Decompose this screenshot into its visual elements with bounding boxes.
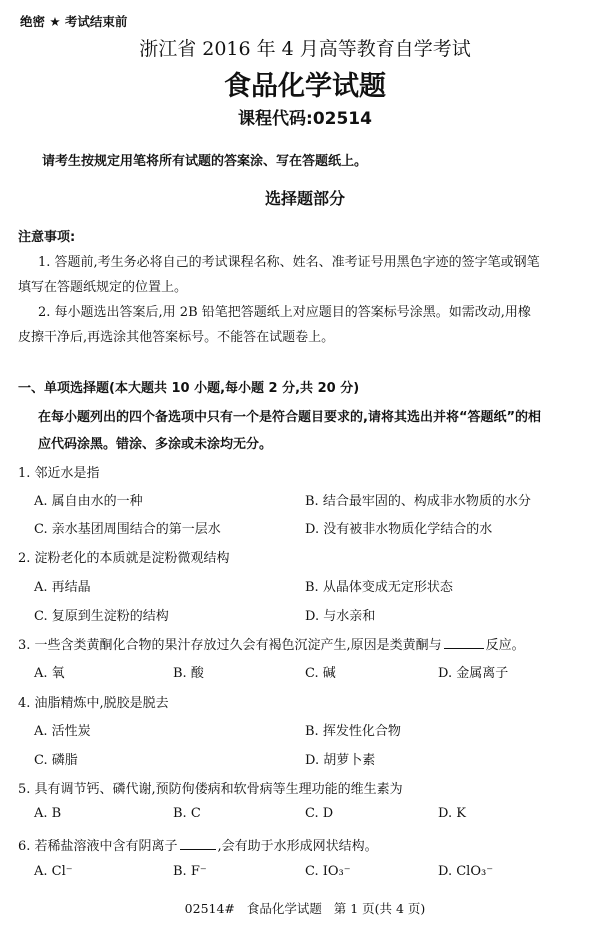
subject-title: 食品化学试题 <box>224 71 386 102</box>
option-b: B. 从晶体变成无定形状态 <box>305 580 453 595</box>
option-b: B. 挥发性化合物 <box>305 724 401 739</box>
option-d: D. 没有被非水物质化学结合的水 <box>305 522 493 537</box>
question-stem-part: 3. 一些含类黄酮化合物的果汁存放过久会有褐色沉淀产生,原因是类黄酮与 <box>18 638 442 653</box>
option-c: C. 复原到生淀粉的结构 <box>34 609 169 624</box>
question-stem-part: 6. 若稀盐溶液中含有阴离子 <box>18 839 178 854</box>
note-1-line-1: 1. 答题前,考生务必将自己的考试课程名称、姓名、准考证号用黑色字迹的签字笔或钢笔 <box>38 255 540 270</box>
question-stem <box>18 634 525 653</box>
question-stem: 4. 油脂精炼中,脱胶是脱去 <box>18 696 169 711</box>
option-a: A. B <box>34 806 62 821</box>
answer-blank <box>180 837 216 850</box>
option-c: C. 碱 <box>305 666 336 681</box>
option-a: A. 活性炭 <box>34 724 91 739</box>
part1-title: 一、单项选择题(本大题共 10 小题,每小题 2 分,共 20 分) <box>18 381 360 396</box>
question-stem <box>18 835 378 854</box>
main-instruction: 请考生按规定用笔将所有试题的答案涂、写在答题纸上。 <box>42 154 368 169</box>
part1-desc-line-1: 在每小题列出的四个备选项中只有一个是符合题目要求的,请将其选出并将“答题纸”的相 <box>38 410 542 425</box>
confidential-mark: 绝密 ★ 考试结束前 <box>20 14 128 29</box>
note-2-line-1: 2. 每小题选出答案后,用 2B 铅笔把答题纸上对应题目的答案标号涂黑。如需改动,用橡 <box>38 305 531 320</box>
option-c: C. D <box>305 806 334 821</box>
option-b: B. 酸 <box>173 666 204 681</box>
option-d: D. ClO₃⁻ <box>438 864 494 879</box>
option-b: B. 结合最牢固的、构成非水物质的水分 <box>305 494 531 509</box>
option-c: C. 亲水基团周围结合的第一层水 <box>34 522 221 537</box>
section-title: 选择题部分 <box>264 189 345 208</box>
part1-desc-line-2: 应代码涂黑。错涂、多涂或未涂均无分。 <box>38 437 273 452</box>
note-2-line-2: 皮擦干净后,再选涂其他答案标号。不能答在试题卷上。 <box>18 330 335 345</box>
option-b: B. C <box>173 806 201 821</box>
option-c: C. IO₃⁻ <box>305 864 351 879</box>
notes-title: 注意事项: <box>18 230 76 245</box>
question-stem: 5. 具有调节钙、磷代谢,预防佝偻病和软骨病等生理功能的维生素为 <box>18 782 403 797</box>
option-a: A. Cl⁻ <box>34 864 73 879</box>
question-stem: 1. 邻近水是指 <box>18 466 100 481</box>
option-d: D. 金属离子 <box>438 666 509 681</box>
question-stem: 2. 淀粉老化的本质就是淀粉微观结构 <box>18 551 230 566</box>
option-d: D. 与水亲和 <box>305 609 376 624</box>
option-a: A. 氧 <box>34 666 65 681</box>
exam-title: 浙江省 2016 年 4 月高等教育自学考试 <box>139 38 471 60</box>
option-d: D. 胡萝卜素 <box>305 753 376 768</box>
question-stem-part: ,会有助于水形成网状结构。 <box>217 839 378 854</box>
option-a: A. 再结晶 <box>34 580 91 595</box>
answer-blank <box>444 636 484 649</box>
option-a: A. 属自由水的一种 <box>34 494 143 509</box>
page-footer: 02514# 食品化学试题 第 1 页(共 4 页) <box>184 901 426 916</box>
option-d: D. K <box>438 806 466 821</box>
question-stem-part: 反应。 <box>485 638 525 653</box>
course-code: 课程代码:02514 <box>238 109 372 129</box>
option-c: C. 磷脂 <box>34 753 78 768</box>
note-1-line-2: 填写在答题纸规定的位置上。 <box>18 280 188 295</box>
option-b: B. F⁻ <box>173 864 207 879</box>
